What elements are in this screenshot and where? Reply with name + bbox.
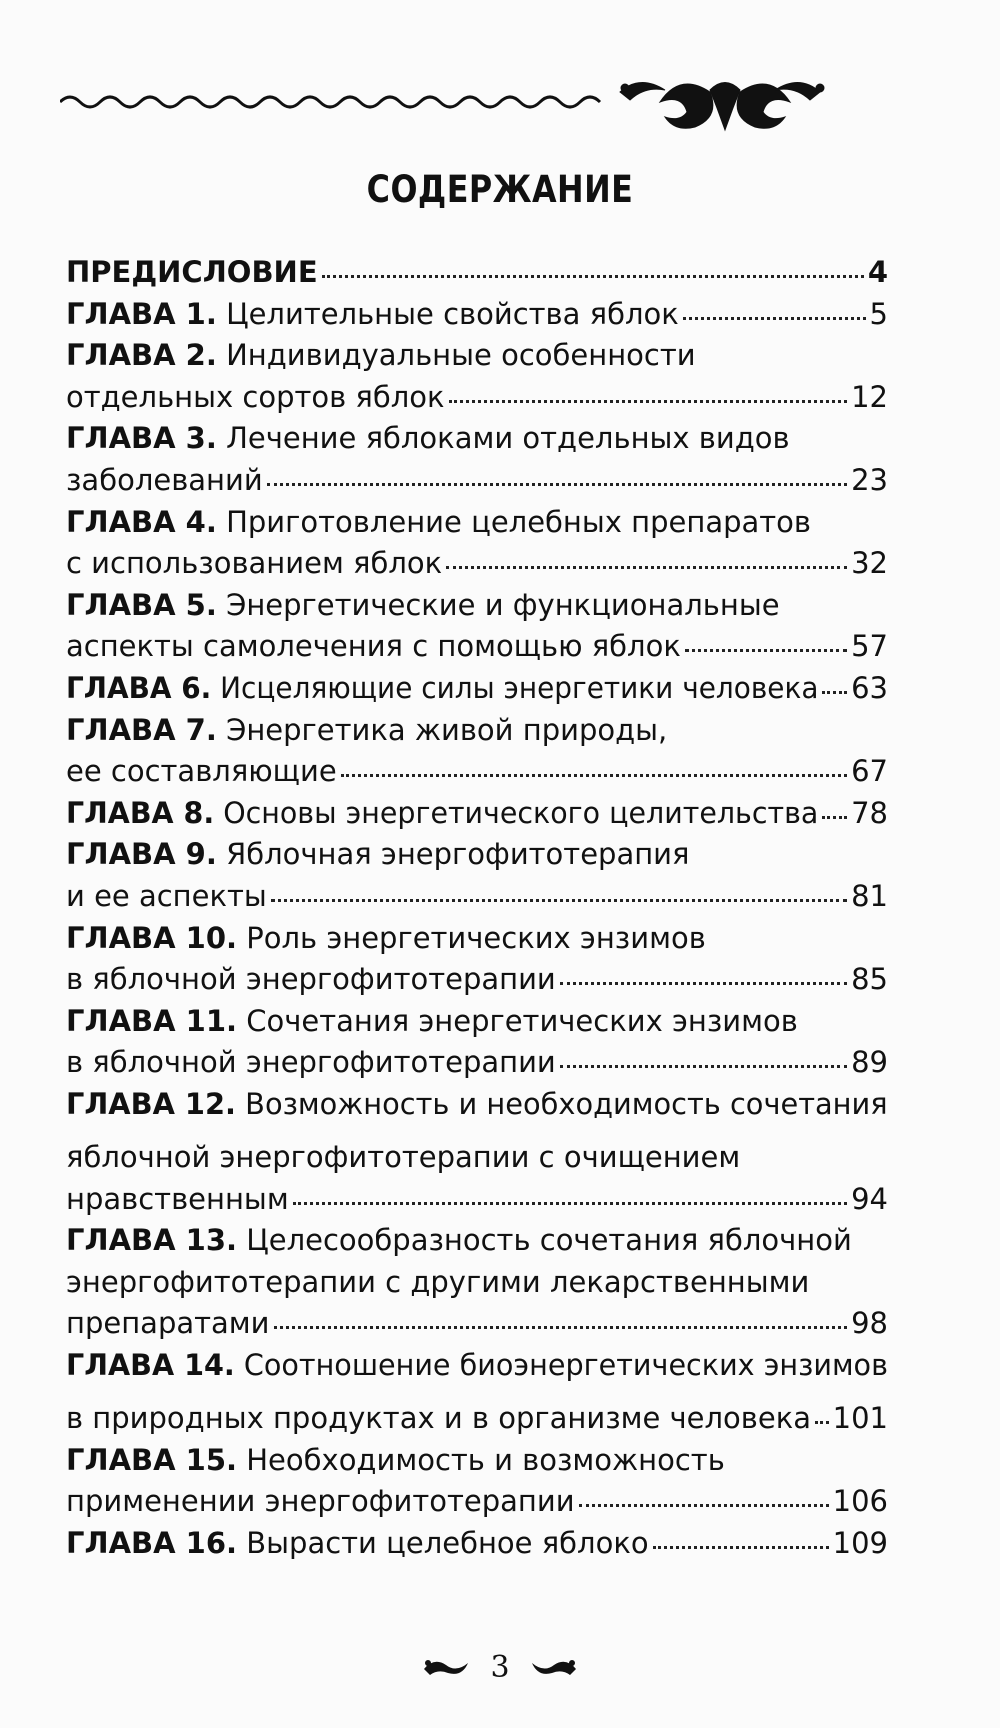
chapter-title-line: Соотношение биоэнергетических энзимов [243,1348,888,1383]
toc-entry-chapter-6 [66,668,888,710]
preface-label: ПРЕДИСЛОВИЕ [66,255,318,289]
chapter-label: ГЛАВА 10. [66,920,238,955]
chapter-title-line: Роль энергетических энзимов [246,920,706,955]
leader-dots [822,816,847,819]
chapter-page: 57 [851,629,888,664]
toc-entry-chapter-16 [66,1523,888,1565]
chapter-title-line: Вырасти целебное яблоко [246,1526,649,1560]
leader-dots [449,400,848,403]
chapter-page: 81 [851,878,888,913]
chapter-title-line: ее составляющие [66,754,337,789]
chapter-page: 98 [851,1306,888,1341]
chapter-title-line: Приготовление целебных препаратов [226,504,812,539]
leader-dots [267,483,847,486]
chapter-page: 5 [869,296,888,331]
header-ornament [60,62,940,142]
chapter-title-line: в яблочной энергофитотерапии [66,962,556,997]
leader-dots [560,1065,847,1068]
leader-dots [341,774,847,777]
chapter-page: 32 [851,546,888,581]
chapter-page: 94 [851,1181,888,1216]
leader-dots [271,899,847,902]
chapter-title-line: Целительные свойства яблок [226,296,679,331]
flourish-icon [620,82,824,130]
chapter-title-line: заболеваний [66,462,263,497]
toc-entry-chapter-2 [66,335,888,418]
toc-entry-chapter-5 [66,585,888,668]
page-title: СОДЕРЖАНИЕ [366,168,634,211]
chapter-page: 101 [832,1401,888,1436]
chapter-title-line: Энергетика живой природы, [226,712,668,747]
chapter-title-line: с использованием яблок [66,546,443,581]
chapter-page: 12 [851,379,888,414]
leader-dots [293,1202,847,1205]
chapter-label: ГЛАВА 15. [66,1442,238,1477]
chapter-title-line: и ее аспекты [66,878,267,913]
leader-dots [653,1546,829,1549]
toc-entry-chapter-12 [66,1084,888,1220]
toc-entry-chapter-11 [66,1001,888,1084]
leader-dots [560,982,847,985]
leader-dots [274,1326,848,1329]
chapter-page: 63 [851,670,888,705]
chapter-label: ГЛАВА 13. [66,1223,238,1258]
chapter-page: 67 [851,754,888,789]
chapter-title-line: препаратами [66,1306,270,1341]
chapter-label: ГЛАВА 6. [66,670,212,705]
chapter-label: ГЛАВА 7. [66,712,217,747]
chapter-title-line: энергофитотерапии с другими лекарственными [66,1264,810,1299]
chapter-label: ГЛАВА 9. [66,837,217,872]
chapter-title-line: нравственным [66,1181,289,1216]
chapter-label: ГЛАВА 14. [66,1348,235,1383]
chapter-label: ГЛАВА 12. [66,1086,237,1121]
toc-entry-chapter-4 [66,502,888,585]
leader-dots [683,317,866,320]
page-number: 3 [490,1650,510,1685]
chapter-page: 85 [851,962,888,997]
toc-entry-chapter-9 [66,834,888,917]
chapter-title-line: Лечение яблоками отдельных видов [226,421,790,456]
leader-dots [685,649,847,652]
chapter-title-line: Необходимость и возможность [246,1442,725,1477]
chapter-title-line: Энергетические и функциональные [226,587,780,622]
table-of-contents [66,252,888,1565]
chapter-label: ГЛАВА 3. [66,421,217,456]
toc-entry-chapter-3 [66,418,888,501]
chapter-title-line: Исцеляющие силы энергетики человека [220,670,819,705]
leader-dots [815,1421,829,1424]
left-flourish-icon [420,1651,476,1685]
chapter-label: ГЛАВА 8. [66,795,215,830]
toc-entry-chapter-15 [66,1440,888,1523]
chapter-title-line: яблочной энергофитотерапии с очищением [66,1140,741,1175]
toc-entry-chapter-13 [66,1220,888,1345]
toc-entry-chapter-10 [66,918,888,1001]
chapter-title-line: отдельных сортов яблок [66,379,445,414]
chapter-label: ГЛАВА 16. [66,1526,238,1560]
chapter-label: ГЛАВА 2. [66,338,217,373]
chapter-title-line: Возможность и необходимость сочетания [245,1086,888,1121]
leader-dots [822,691,847,694]
chapter-title-line: Яблочная энергофитотерапия [226,837,690,872]
chapter-label: ГЛАВА 1. [66,296,217,331]
chapter-title-line: в яблочной энергофитотерапии [66,1045,556,1080]
leader-dots [322,275,864,278]
chapter-title-line: Целесообразность сочетания яблочной [246,1223,852,1258]
toc-entry-chapter-1 [66,294,888,336]
right-flourish-icon [524,1651,580,1685]
chapter-page: 106 [832,1484,888,1519]
chapter-page: 89 [851,1045,888,1080]
leader-dots [579,1504,829,1507]
chapter-title-line: применении энергофитотерапии [66,1484,575,1519]
wavy-line [60,97,600,107]
chapter-page: 78 [851,795,888,830]
chapter-title-line: Основы энергетического целительства [223,795,819,830]
page-footer [0,1650,1000,1685]
toc-entry-preface [66,252,888,294]
toc-entry-chapter-7 [66,710,888,793]
chapter-title-line: Индивидуальные особенности [226,338,696,373]
chapter-label: ГЛАВА 5. [66,587,217,622]
chapter-title-line: аспекты самолечения с помощью яблок [66,629,681,664]
toc-entry-chapter-14 [66,1345,888,1440]
chapter-label: ГЛАВА 4. [66,504,217,539]
chapter-title-line: в природных продуктах и в организме человека [66,1401,812,1436]
toc-entry-chapter-8 [66,793,888,835]
leader-dots [446,566,847,569]
preface-page: 4 [867,255,888,289]
chapter-label: ГЛАВА 11. [66,1003,238,1038]
chapter-title-line: Сочетания энергетических энзимов [246,1003,798,1038]
chapter-page: 109 [832,1526,888,1560]
chapter-page: 23 [851,462,888,497]
